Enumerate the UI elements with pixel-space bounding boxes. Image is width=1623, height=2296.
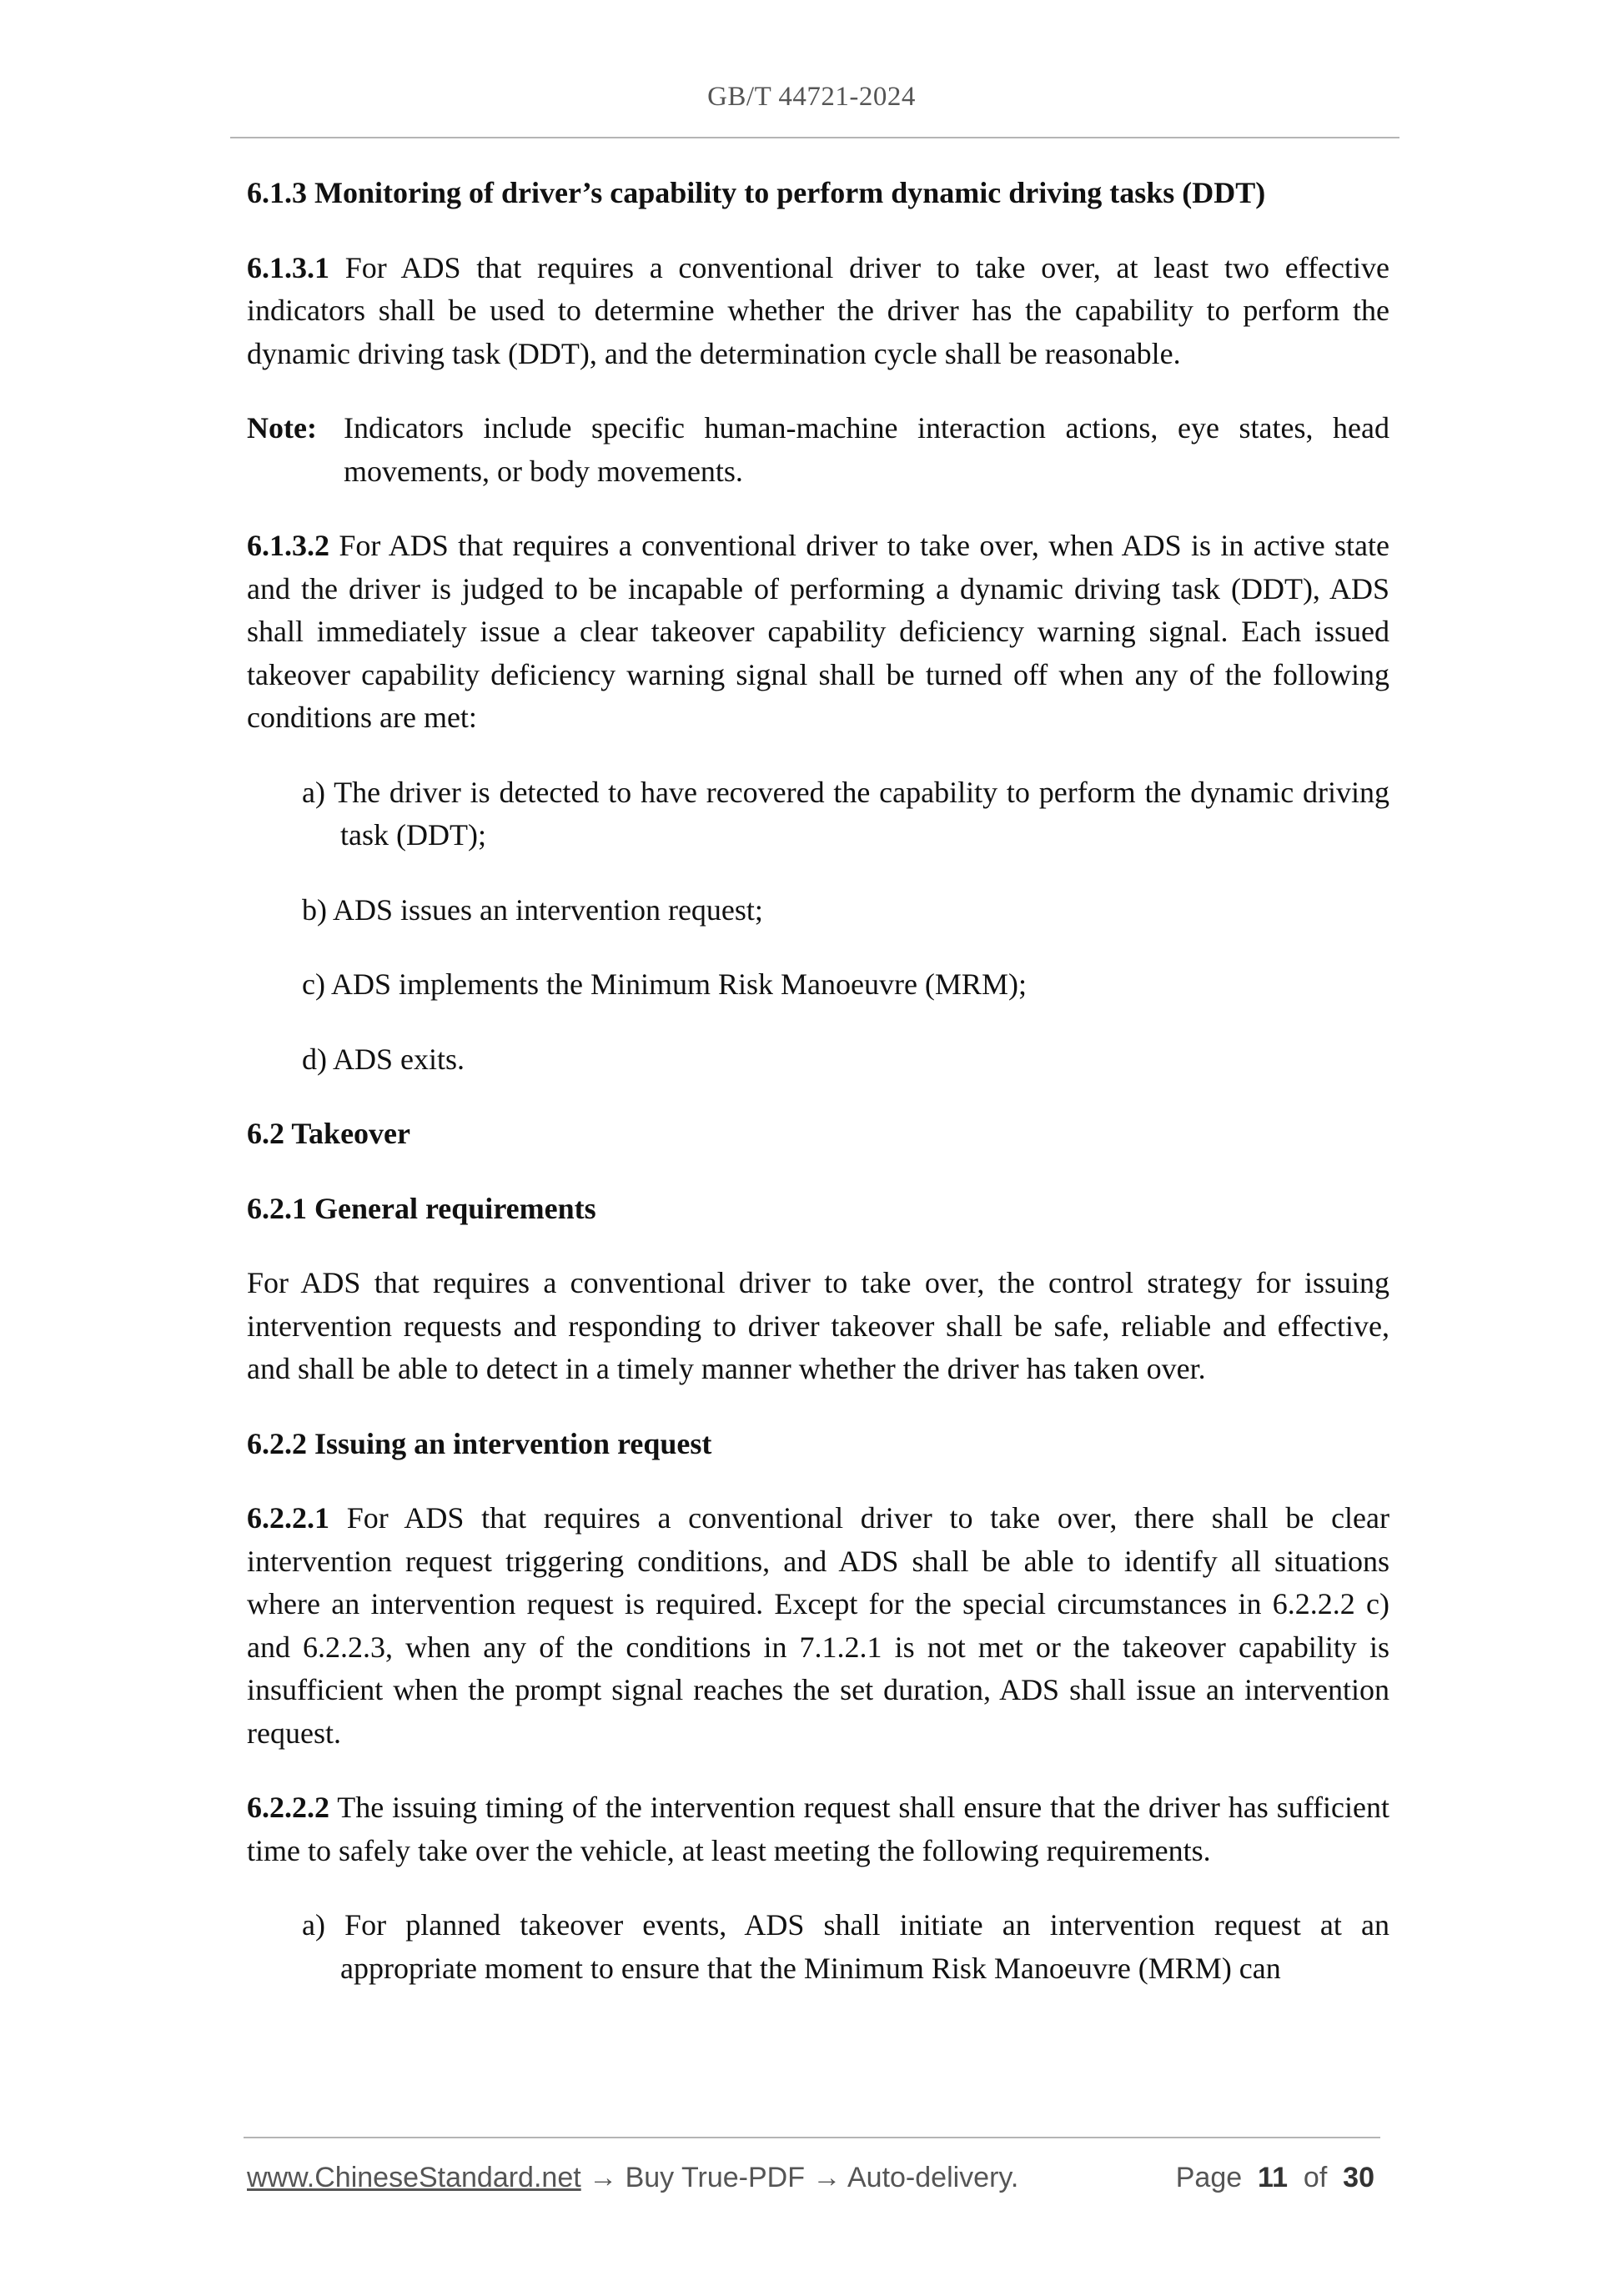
list-item-b: b) ADS issues an intervention request; — [302, 892, 763, 927]
clause-number: 6.2.2.1 — [247, 1501, 329, 1535]
list-item-c: c) ADS implements the Minimum Risk Manoeuvre (MRM); — [302, 967, 1027, 1001]
para-6-1-3-2 — [247, 525, 1389, 740]
note-text: Indicators include specific human-machine interaction actions, eye states, head movements, or body movements. — [344, 411, 1389, 488]
page-label: Page — [1175, 2162, 1243, 2193]
note-block — [247, 407, 1389, 493]
list-item-d: d) ADS exits. — [302, 1042, 465, 1076]
of-label: of — [1303, 2162, 1328, 2193]
footer-divider — [244, 2137, 1380, 2138]
para-6-1-3-1 — [247, 247, 1389, 376]
clause-text: For ADS that requires a conventional driver to take over, there shall be clear intervention request triggering conditions, and ADS shall be able to identify all situations where an intervention request is required. Except for the special circumstances in 6.2.2.2 c) and 6.2.2.3, when any of the conditions in 7.1.2.1 is not met or the takeover capability is insufficient when the prompt signal reaches the set duration, ADS shall issue an intervention request. — [247, 1501, 1389, 1750]
para-6-2-2-2 — [247, 1786, 1389, 1872]
section-6-2-1-heading: 6.2.1 General requirements — [247, 1191, 596, 1225]
footer — [247, 2162, 1374, 2194]
website-link[interactable]: www.ChineseStandard.net — [247, 2162, 581, 2193]
page-body — [247, 172, 1389, 1990]
footer-promo-text: → Buy True-PDF → Auto-delivery. — [580, 2162, 1019, 2193]
section-6-2-heading: 6.2 Takeover — [247, 1117, 411, 1150]
clause-text: For ADS that requires a conventional driver to take over, at least two effective indicators shall be used to determine whether the driver has the capability to perform the dynamic driving task (DDT), and the determination cycle shall be reasonable. — [247, 250, 1389, 370]
page-indicator — [1176, 2162, 1374, 2194]
clause-number: 6.2.2.2 — [247, 1791, 329, 1824]
page-total: 30 — [1343, 2162, 1374, 2193]
page-number: 11 — [1258, 2162, 1288, 2193]
header-divider — [230, 137, 1399, 138]
clause-text: The issuing timing of the intervention request shall ensure that the driver has sufficient time to safely take over the vehicle, at least meeting the following requirements. — [247, 1791, 1389, 1867]
para-6-2-2-1 — [247, 1497, 1389, 1755]
section-6-1-3-heading: 6.1.3 Monitoring of driver’s capability to perform dynamic driving tasks (DDT) — [247, 176, 1266, 209]
para-6-2-1: For ADS that requires a conventional driver to take over, the control strategy for issuing intervention requests and responding to driver takeover shall be safe, reliable and effective, and shall be able to detect in a timely manner whether the driver has taken over. — [247, 1266, 1389, 1385]
clause-number: 6.1.3.1 — [247, 250, 329, 284]
header-doc-id: GB/T 44721-2024 — [707, 82, 916, 112]
list-item-a-6-2-2-2: a) For planned takeover events, ADS shall initiate an intervention request at an appropriate moment to ensure that the Minimum Risk Manoeuvre (MRM) can — [302, 1908, 1389, 1985]
section-6-2-2-heading: 6.2.2 Issuing an intervention request — [247, 1426, 712, 1460]
clause-text: For ADS that requires a conventional driver to take over, when ADS is in active state and the driver is judged to be incapable of performing a dynamic driving task (DDT), ADS shall immediately issue a clear takeover capability deficiency warning signal. Each issued takeover capability deficiency warning signal shall be turned off when any of the following conditions are met: — [247, 529, 1389, 734]
note-label: Note: — [247, 411, 317, 445]
clause-number: 6.1.3.2 — [247, 529, 329, 562]
list-item-a: a) The driver is detected to have recovered the capability to perform the dynamic driving task (DDT); — [302, 775, 1389, 852]
